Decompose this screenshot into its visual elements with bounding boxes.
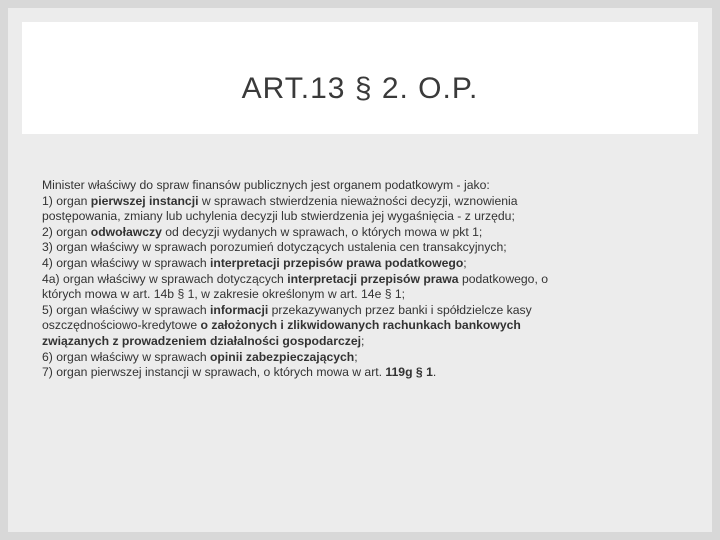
text-segment: 4) organ właściwy w sprawach (42, 255, 210, 270)
text-line (42, 365, 692, 381)
text-segment: ; (354, 349, 358, 364)
text-segment: 6) organ właściwy w sprawach (42, 349, 210, 364)
title-box (22, 22, 698, 134)
bold-text: o założonych i zlikwidowanych rachunkach bankowych (200, 318, 521, 333)
slide (8, 8, 712, 532)
text-segment: 4a) organ właściwy w sprawach dotyczących (42, 271, 288, 286)
text-segment: w sprawach stwierdzenia nieważności decyzji, wznowienia (198, 193, 518, 208)
text-segment: 1) organ (42, 193, 91, 208)
text-segment: których mowa w art. 14b § 1, w zakresie określonym w art. 14e § 1; (42, 287, 406, 302)
slide-title: ART.13 § 2. O.P. (241, 72, 479, 105)
text-line (42, 272, 692, 288)
text-segment: postępowania, zmiany lub uchylenia decyzji lub stwierdzenia jej wygaśnięcia - z urzędu; (42, 209, 515, 224)
text-segment: Minister właściwy do spraw finansów publicznych jest organem podatkowym - jako: (42, 178, 490, 192)
text-line (42, 225, 692, 241)
text-segment: ; (361, 333, 365, 348)
text-line (42, 209, 692, 225)
bold-text: 119g § 1 (385, 365, 433, 380)
text-segment: . (432, 365, 437, 380)
text-line (42, 318, 692, 334)
text-segment: 3) organ właściwy w sprawach porozumień dotyczących ustalenia cen transakcyjnych; (42, 240, 507, 255)
bold-text: związanych z prowadzeniem działalności gospodarczej (42, 333, 361, 348)
text-segment: 2) organ (42, 224, 91, 239)
slide-body (42, 178, 692, 381)
text-segment: 5) organ właściwy w sprawach (42, 302, 210, 317)
bold-text: interpretacji przepisów prawa podatkowego (209, 255, 464, 270)
text-segment: przekazywanych przez banki i spółdzielcze kasy (268, 302, 532, 317)
text-line (42, 350, 692, 366)
text-line (42, 256, 692, 272)
bold-text: opinii zabezpieczających (209, 349, 355, 364)
text-segment: oszczędnościowo-kredytowe (42, 318, 201, 333)
text-segment: podatkowego, o (458, 271, 549, 286)
bold-text: odwoławczy (90, 224, 162, 239)
text-line (42, 303, 692, 319)
text-line (42, 287, 692, 303)
text-segment: 7) organ pierwszej instancji w sprawach, o których mowa w art. (42, 365, 386, 380)
text-line (42, 178, 692, 194)
bold-text: pierwszej instancji (90, 193, 199, 208)
text-segment: od decyzji wydanych w sprawach, o których mowa w pkt 1; (161, 224, 483, 239)
text-line (42, 240, 692, 256)
text-line (42, 194, 692, 210)
bold-text: informacji (209, 302, 269, 317)
bold-text: interpretacji przepisów prawa (287, 271, 459, 286)
text-segment: ; (463, 255, 467, 270)
text-line (42, 334, 692, 350)
